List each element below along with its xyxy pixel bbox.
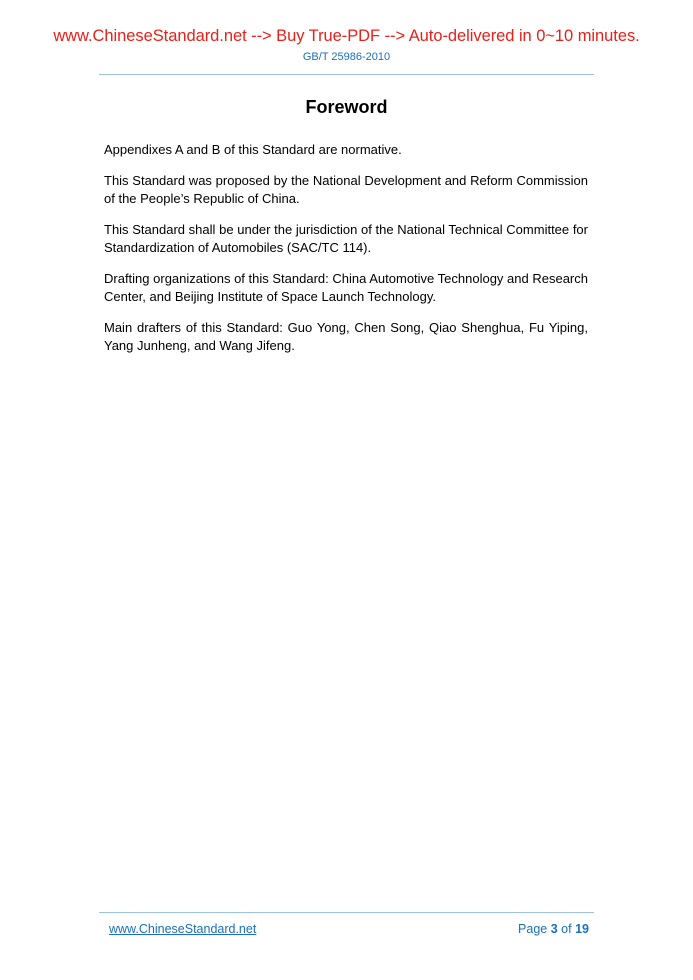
page-current: 3 xyxy=(550,922,558,936)
header-divider xyxy=(99,74,594,75)
page-total: 19 xyxy=(575,922,589,936)
paragraph-main-drafters: Main drafters of this Standard: Guo Yong, Chen Song, Qiao Shenghua, Fu Yiping, Yang Junheng, and Wang Jifeng. xyxy=(104,319,588,353)
page-indicator xyxy=(518,922,589,936)
foreword-body xyxy=(104,141,588,368)
footer-divider xyxy=(99,912,594,913)
page-label: Page xyxy=(518,922,548,936)
paragraph-proposed-by: This Standard was proposed by the National Development and Reform Commission of the People’s Republic of China. xyxy=(104,172,588,206)
paragraph-appendixes: Appendixes A and B of this Standard are normative. xyxy=(104,142,402,157)
page-title: Foreword xyxy=(305,97,388,117)
footer-site-link[interactable]: www.ChineseStandard.net xyxy=(109,922,257,936)
paragraph-jurisdiction: This Standard shall be under the jurisdiction of the National Technical Committee for Standardization of Automobiles (SAC/TC 114). xyxy=(104,221,588,255)
standard-code: GB/T 25986-2010 xyxy=(302,51,391,63)
promo-banner[interactable]: www.ChineseStandard.net --> Buy True-PDF --> Auto-delivered in 0~10 minutes. xyxy=(53,27,640,45)
paragraph-drafting-organizations: Drafting organizations of this Standard: China Automotive Technology and Research Center, and Beijing Institute of Space Launch Technology. xyxy=(104,270,588,304)
page-of: of xyxy=(561,922,572,936)
